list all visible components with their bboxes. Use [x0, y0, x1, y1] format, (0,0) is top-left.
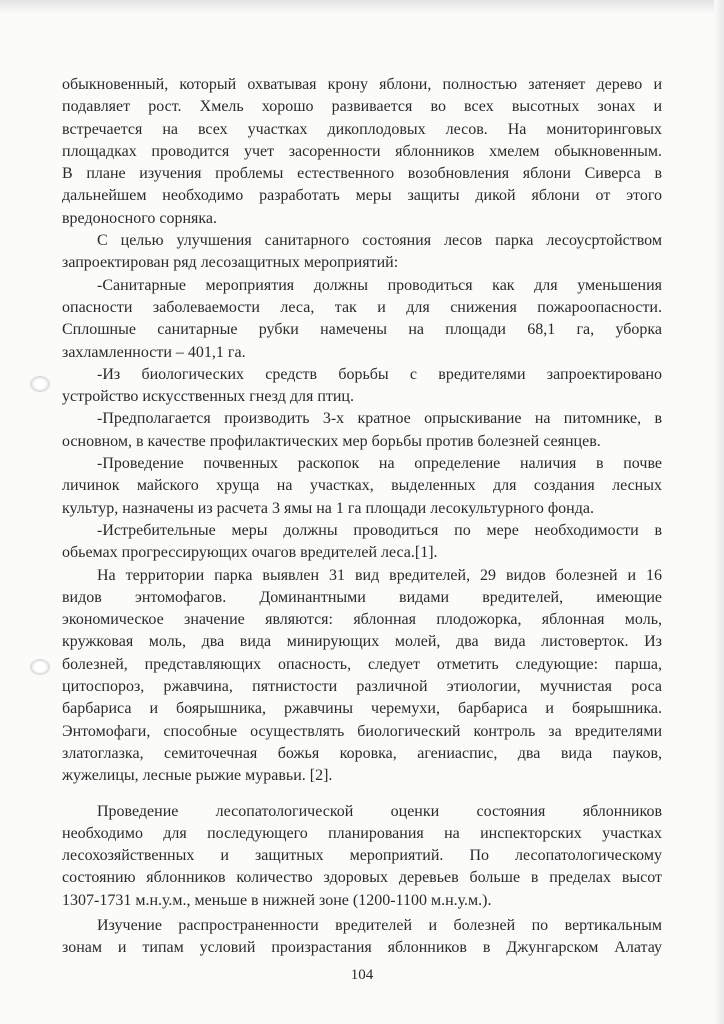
text-line: обьемах прогрессирующих очагов вредителей леса.[1]. [62, 544, 438, 562]
paragraph [62, 408, 662, 453]
text-line: культур, назначены из расчета 3 ямы на 1 га площади лесокультурного фонда. [62, 499, 594, 517]
text-line: состоянию яблонников количество здоровых деревьев больше в пределах высот [62, 869, 662, 887]
text-line: жужелицы, лесные рыжие муравьи. [2]. [62, 767, 333, 785]
paragraph [62, 74, 662, 230]
text-line: захламленности – 401,1 га. [62, 343, 246, 361]
text-line: 1307-1731 м.н.у.м., меньше в нижней зоне (1200-1100 м.н.у.м.). [62, 891, 492, 909]
text-line: Сплошные санитарные рубки намечены на площади 68,1 га, уборка [62, 321, 662, 339]
paragraph [62, 565, 662, 788]
paragraph [62, 230, 662, 275]
text-line: В плане изучения проблемы естественного возобновления яблони Сиверса в [62, 165, 662, 183]
text-line: встречается на всех участках дикоплодовых лесов. На мониторинговых [62, 120, 662, 138]
text-line: экономическое значение являются: яблонная плодожорка, яблонная моль, [62, 611, 662, 629]
text-line: личинок майского хруща на участках, выделенных для создания лесных [62, 477, 662, 495]
text-line: -Предполагается производить 3-х кратное опрыскивание на питомнике, в [97, 410, 662, 428]
paragraph [62, 520, 662, 565]
text-line: устройство искусственных гнезд для птиц. [62, 388, 354, 406]
text-line: -Проведение почвенных раскопок на определение наличия в почве [97, 455, 662, 473]
paragraph [62, 453, 662, 520]
text-line: опасности заболеваемости леса, так и для снижения пожароопасности. [62, 298, 662, 316]
punch-hole [30, 659, 50, 675]
text-line: -Истребительные меры должны проводиться по мере необходимости в [97, 521, 662, 539]
scan-edge-right [714, 0, 724, 1024]
text-line: дальнейшем необходимо разработать меры защиты дикой яблони от этого [62, 187, 662, 205]
text-line: цитоспороз, ржавчина, пятнистости различной этиологии, мучнистая роса [62, 678, 662, 696]
text-line: кружковая моль, два вида минирующих молей, два вида листоверток. Из [62, 633, 662, 651]
text-line: На территории парка выявлен 31 вид вредителей, 29 видов болезней и 16 [97, 566, 662, 584]
text-line: болезней, представляющих опасность, следует отметить следующие: парша, [62, 655, 662, 673]
scan-edge-top [0, 0, 724, 14]
paragraph [62, 364, 662, 409]
text-line: обыкновенный, который охватывая крону яблони, полностью затеняет дерево и [62, 76, 662, 93]
paragraph [62, 275, 662, 364]
text-line: барбариса и боярышника, ржавчины черемухи, барбариса и боярышника. [62, 700, 662, 718]
text-line: златоглазка, семиточечная божья коровка, агениаспис, два вида пауков, [62, 744, 662, 762]
text-line: -Санитарные мероприятия должны проводиться как для уменьшения [97, 276, 662, 294]
text-line: необходимо для последующего планирования на инспекторских участках [62, 824, 662, 842]
text-line: основном, в качестве профилактических мер борьбы против болезней сеянцев. [62, 432, 601, 450]
text-line: запроектирован ряд лесозащитных мероприятий: [62, 254, 399, 272]
text-line: Изучение распространенности вредителей и болезней по вертикальным [97, 916, 662, 934]
text-line: -Из биологических средств борьбы с вредителями запроектировано [97, 365, 662, 383]
paragraph [62, 915, 662, 960]
text-line: видов энтомофагов. Доминантными видами вредителей, имеющие [62, 588, 662, 606]
punch-hole [30, 376, 50, 392]
text-line: лесохозяйственных и защитных мероприятий. По лесопатологическому [62, 847, 662, 865]
text-line: вредоносного сорняка. [62, 209, 218, 227]
paragraph [62, 801, 662, 912]
document-body [62, 74, 662, 960]
text-line: зонам и типам условий произрастания яблонников в Джунгарском Алатау [62, 939, 662, 957]
text-line: Энтомофаги, способные осуществлять биологический контроль за вредителями [62, 722, 662, 740]
text-line: Проведение лесопатологической оценки состояния яблонников [97, 802, 662, 820]
text-line: площадках проводится учет засоренности яблонников хмелем обыкновенным. [62, 142, 662, 160]
text-line: С целью улучшения санитарного состояния лесов парка лесоусртойством [97, 232, 662, 250]
page-number: 104 [350, 967, 374, 983]
text-line: подавляет рост. Хмель хорошо развивается во всех высотных зонах и [62, 98, 662, 116]
